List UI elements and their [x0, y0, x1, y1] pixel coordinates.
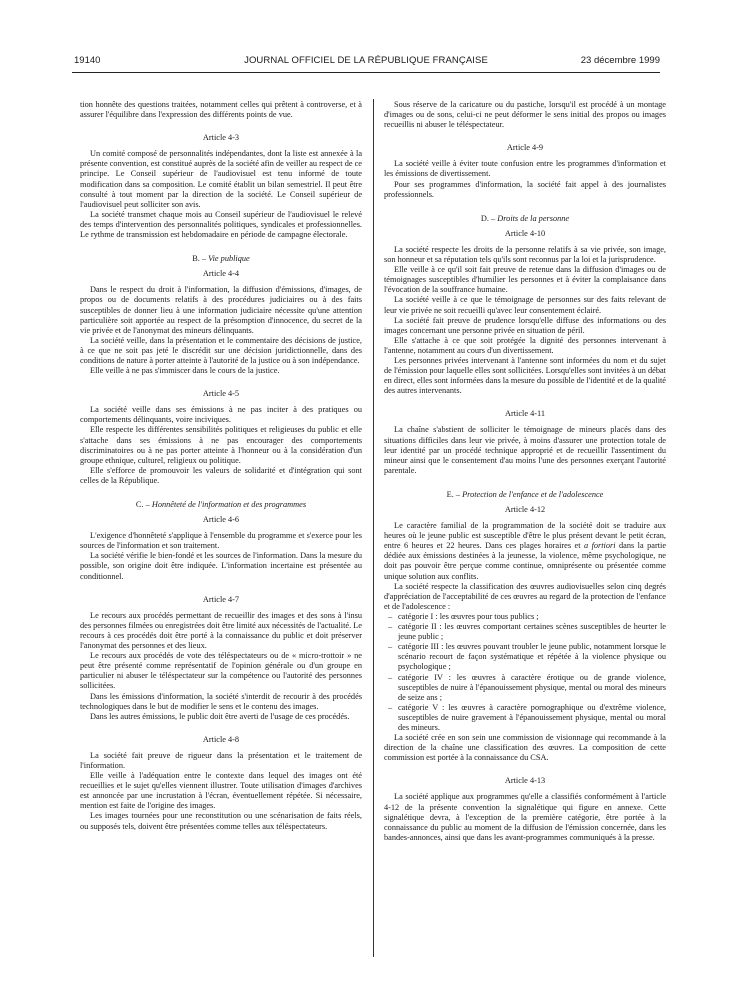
paragraph: La société transmet chaque mois au Conseil supérieur de l'audiovisuel le relevé des temps d'intervention des personnalités politiques, syndicales et professionnelles. Le rythme de transmission est hebdomadaire en période de campagne électorale. — [80, 209, 362, 240]
paragraph — [384, 521, 666, 582]
left-column — [80, 100, 362, 832]
article-heading: Article 4-12 — [504, 505, 546, 514]
section-heading — [384, 214, 666, 224]
article-heading: Article 4-8 — [202, 734, 240, 744]
section-heading — [384, 490, 666, 500]
article-heading: Article 4-4 — [202, 269, 240, 279]
paragraph: Dans les autres émissions, le public doit être averti de l'usage de ces procédés. — [90, 711, 350, 721]
paragraph: La société fait preuve de rigueur dans la présentation et le traitement de l'information. — [80, 750, 362, 770]
journal-title: JOURNAL OFFICIEL DE LA RÉPUBLIQUE FRANÇAISE — [244, 55, 488, 66]
paragraph: La société veille dans ses émissions à ne pas inciter à des pratiques ou comportements délinquants, voire inciviques. — [80, 405, 362, 425]
article-heading: Article 4-10 — [504, 228, 546, 238]
right-column — [384, 100, 666, 843]
list-item: – catégorie IV : les œuvres à caractère érotique ou de grande violence, susceptibles de nuire à l'épanouissement physique, mental ou moral des mineurs de seize ans ; — [398, 673, 666, 703]
list-item: – catégorie V : les œuvres à caractère pornographique ou d'extrême violence, susceptibles de nuire gravement à l'épanouissement physique, mental ou moral des mineurs. — [398, 703, 666, 733]
paragraph: La société veille à ce que le témoignage de personnes sur des faits relevant de leur vie privée ne soit recueilli qu'avec leur consentement éclairé. — [384, 295, 666, 315]
paragraph: Sous réserve de la caricature ou du pastiche, lorsqu'il est procédé à un montage d'images ou de sons, celui-ci ne peut déformer le sens initial des propos ou images recueillis ni abuser le téléspectateur. — [384, 100, 666, 130]
italic-text: a fortiori — [583, 541, 616, 551]
article-heading: Article 4-3 — [202, 133, 240, 143]
paragraph: La société applique aux programmes qu'elle a classifiés conformément à l'article 4-12 de la présente convention la signalétique qui figure en annexe. Cette signalétique devra, à l'exception de la première catégorie, être portée à la connaissance du public au moment de la diffusion de l'émission concernée, dans les bandes-annonces, ainsi que dans les avant-programmes communiqués à la presse. — [384, 792, 666, 842]
page-number: 19140 — [74, 55, 101, 66]
paragraph: Elle s'efforce de promouvoir les valeurs de solidarité et d'intégration qui sont celles de la République. — [80, 465, 362, 485]
paragraph: L'exigence d'honnêteté s'applique à l'ensemble du programme et s'exerce pour les sources de l'information et son traitement. — [80, 531, 362, 551]
paragraph: Elle veille à ce qu'il soit fait preuve de retenue dans la diffusion d'images ou de témoignages susceptibles d'humilier les personnes et à éviter la complaisance dans l'évocation de la souffrance humaine. — [384, 265, 666, 295]
column-divider — [373, 99, 374, 957]
paragraph: Le recours aux procédés permettant de recueillir des images et des sons à l'insu des personnes filmées ou enregistrées doit être limité aux nécessités de l'actualité. Le recours à ces procédés doit être porté à la connaissance du public et doit préserver l'anonymat des personnes et des lieux. — [80, 610, 362, 651]
section-prefix: B. – — [192, 254, 207, 264]
paragraph: Dans le respect du droit à l'information, la diffusion d'émissions, d'images, de propos ou de documents relatifs à des procédures judiciaires ou à des faits susceptibles de donner lieu à une information judiciaire nécessite qu'une attention particulière soit apportée au respect de la présomption d'innocence, du secret de la vie privée et de l'anonymat des mineurs délinquants. — [80, 285, 362, 335]
paragraph: Elle veille à ne pas s'immiscer dans le cours de la justice. — [90, 366, 280, 376]
list-item: – catégorie II : les œuvres comportant certaines scènes susceptibles de heurter le jeune public ; — [398, 622, 666, 642]
article-heading: Article 4-5 — [202, 389, 240, 399]
paragraph: Elle veille à l'adéquation entre le contexte dans lequel des images ont été recueillies et le sujet qu'elles viennent illustrer. Toute utilisation d'images d'archives est annoncée par une incrustation à l'écran, éventuellement répétée. Si nécessaire, mention est faite de l'origine des images. — [80, 771, 362, 811]
paragraph: Dans les émissions d'information, la société s'interdit de recourir à des procédés technologiques dans le but de modifier le sens et le contenu des images. — [80, 691, 362, 711]
paragraph: La société fait preuve de prudence lorsqu'elle diffuse des informations ou des images concernant une personne privée en situation de péril. — [384, 315, 666, 335]
page-header — [72, 52, 660, 70]
article-heading: Article 4-11 — [504, 409, 545, 419]
section-title: Vie publique — [208, 254, 250, 264]
paragraph: Pour ses programmes d'information, la société fait appel à des journalistes professionnels. — [384, 179, 666, 199]
header-rule — [72, 72, 660, 73]
article-heading: Article 4-6 — [202, 515, 240, 525]
section-prefix: D. – — [480, 213, 496, 223]
paragraph: Les images tournées pour une reconstitution ou une scénarisation de faits réels, ou supposés tels, doivent être présentées comme telles aux téléspectateurs. — [80, 811, 362, 831]
paragraph: Un comité composé de personnalités indépendantes, dont la liste est annexée à la présente convention, est constitué auprès de la société afin de veiller au respect de ce principe. Le Conseil supérieur de l'audiovisuel est tenu informé de toute modification dans sa composition. Le comité établit un bilan semestriel. Il peut être consulté à tout moment par la direction de la société. Le Conseil supérieur de l'audiovisuel peut solliciter son avis. — [80, 149, 362, 209]
paragraph: La société respecte la classification des œuvres audiovisuelles selon cinq degrés d'appréciation de l'acceptabilité de ces œuvres au regard de la protection de l'enfance et de l'adolescence : — [384, 581, 666, 611]
section-title: Protection de l'enfance et de l'adolescence — [462, 489, 604, 499]
text-run: Le caractère familial de la programmation de la société doit se traduire aux heures où le jeune public est susceptible d'être le plus présent devant le petit écran, entre 6 heures et 22 heures. Dans ces plages horaires et — [384, 521, 666, 551]
list-item: – catégorie III : les œuvres pouvant troubler le jeune public, notamment lorsque le scénario recourt de façon systématique et répétée à la violence physique ou psychologique ; — [398, 642, 666, 672]
list-item: – catégorie I : les œuvres pour tous publics ; — [398, 612, 666, 622]
paragraph: La société respecte les droits de la personne relatifs à sa vie privée, son image, son honneur et sa réputation tels qu'ils sont reconnus par la loi et la jurisprudence. — [384, 244, 666, 265]
paragraph: La société veille à éviter toute confusion entre les programmes d'information et les émissions de divertissement. — [384, 159, 666, 179]
paragraph: Les personnes privées intervenant à l'antenne sont informées du nom et du sujet de l'émission pour laquelle elles sont sollicitées. Lorsqu'elles sont invitées à un débat en direct, elles sont informées dans la mesure du possible de l'identité et de la qualité des autres intervenants. — [384, 355, 666, 396]
text-run: dans la partie dédiée aux émissions destinées à la jeunesse, la violence, même psychologique, ne doit pas pouvoir être perçue comme continue, omniprésente ou présentée comme unique solution aux conflits. — [384, 541, 667, 581]
section-title: Droits de la personne — [497, 213, 570, 223]
category-list — [384, 612, 666, 733]
section-prefix: C. – — [135, 500, 150, 509]
paragraph: Elle s'attache à ce que soit protégée la dignité des personnes intervenant à l'antenne, notamment au cours d'un divertissement. — [384, 335, 666, 355]
section-heading — [80, 254, 362, 264]
section-heading — [80, 500, 362, 510]
article-heading: Article 4-7 — [202, 594, 240, 604]
section-prefix: E. – — [446, 489, 461, 499]
article-heading: Article 4-9 — [506, 143, 544, 153]
paragraph: La société vérifie le bien-fondé et les sources de l'information. Dans la mesure du possible, son origine doit être indiquée. L'information incertaine est présentée au conditionnel. — [80, 551, 362, 581]
paragraph: La chaîne s'abstient de solliciter le témoignage de mineurs placés dans des situations difficiles dans leur vie privée, à moins d'assurer une protection totale de leur identité par un procédé technique approprié et de recueillir l'assentiment du mineur ainsi que le consentement d'au moins l'une des personnes exerçant l'autorité parentale. — [384, 425, 666, 475]
paragraph: La société veille, dans la présentation et le commentaire des décisions de justice, à ce que ne soit pas jeté le discrédit sur une décision juridictionnelle, dans des conditions de nature à porter atteinte à l'autorité de la justice ou à son indépendance. — [80, 335, 362, 365]
issue-date: 23 décembre 1999 — [580, 55, 660, 66]
article-heading: Article 4-13 — [504, 776, 546, 786]
paragraph: La société crée en son sein une commission de visionnage qui recommande à la direction de la chaîne une classification des œuvres. La composition de cette commission est portée à la connaissance du CSA. — [384, 733, 666, 763]
section-title: Honnêteté de l'information et des programmes — [151, 500, 307, 509]
paragraph: Elle respecte les différentes sensibilités politiques et religieuses du public et elle s'attache dans ses émissions à ne pas encourager des comportements discriminatoires ou à ne pas porter atteinte à l'honneur ou à la considération d'un groupe ethnique, culturel, religieux ou politique. — [80, 425, 362, 465]
paragraph: Le recours aux procédés de vote des téléspectateurs ou de « micro-trottoir » ne peut être présenté comme représentatif de l'opinion générale ou d'un groupe en particulier ni abuser le téléspectateur sur la compétence ou l'autorité des personnes sollicitées. — [80, 651, 362, 691]
paragraph: tion honnête des questions traitées, notamment celles qui prêtent à controverse, et à assurer l'équilibre dans l'expression des différents points de vue. — [80, 100, 362, 120]
